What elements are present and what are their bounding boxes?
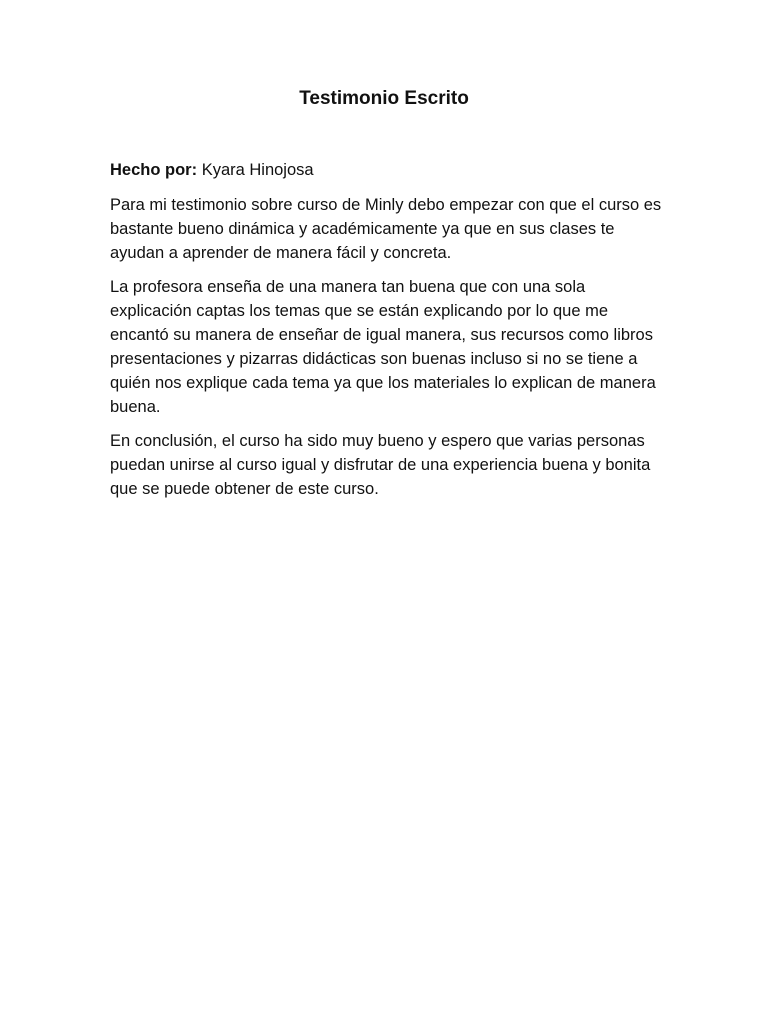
paragraph-2: La profesora enseña de una manera tan buena que con una sola explicación captas los temas que se están explicando por lo que me encantó su manera de enseñar de igual manera, sus recursos como libros presentaciones y pizarras didácticas son buenas incluso si no se tiene a quién nos explique cada tema ya que los materiales lo explican de manera buena. — [110, 278, 656, 416]
author-line — [110, 158, 662, 182]
author-name: Kyara Hinojosa — [201, 161, 314, 179]
paragraph-1: Para mi testimonio sobre curso de Minly debo empezar con que el curso es bastante bueno dinámica y académicamente ya que en sus clases te ayudan a aprender de manera fácil y concreta. — [110, 196, 662, 262]
page-title: Testimonio Escrito — [299, 88, 469, 109]
author-label: Hecho por: — [110, 161, 198, 179]
paragraph-3: En conclusión, el curso ha sido muy bueno y espero que varias personas puedan unirse al curso igual y disfrutar de una experiencia buena y bonita que se puede obtener de este curso. — [110, 432, 651, 498]
document-body — [110, 158, 662, 511]
